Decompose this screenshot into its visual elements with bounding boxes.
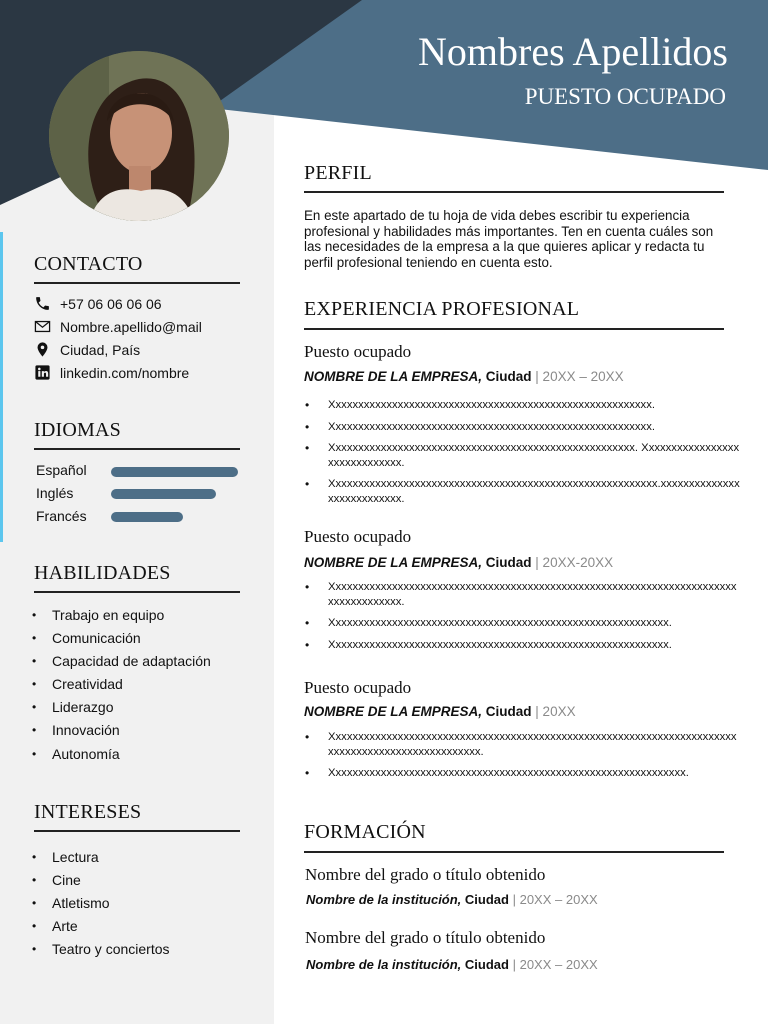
education-city: Ciudad (464, 892, 509, 907)
language-english-bar (111, 489, 216, 499)
job-title: Puesto ocupado (304, 678, 412, 697)
job-title: Puesto ocupado (304, 527, 412, 546)
list-item: • Comunicación (32, 627, 211, 650)
list-item: • Innovación (32, 719, 211, 742)
skills-title: HABILIDADES (34, 562, 171, 584)
languages-title: IDIOMAS (34, 419, 121, 441)
experience-rule (304, 328, 724, 330)
contact-email (34, 318, 202, 335)
education-institution: Nombre de la institución, (306, 957, 462, 972)
job-bullets (304, 730, 740, 781)
list-item: • Xxxxxxxxxxxxxxxxxxxxxxxxxxxxxxxxxxxxxxxxxxxxxxxxxxxxxxxxxxxxxxxxxxxxxxxxxxxxxxxxxxxxxxxxxxxxxxxxxxx. (304, 730, 740, 759)
job-title: Puesto ocupado (304, 342, 412, 361)
candidate-role: PUESTO OCUPADO (524, 84, 726, 109)
list-item: • Autonomía (32, 743, 211, 766)
location-pin-icon (34, 341, 51, 358)
list-item: • Xxxxxxxxxxxxxxxxxxxxxxxxxxxxxxxxxxxxxxxxxxxxxxxxxxxxxxxxxxxx. (304, 638, 740, 653)
language-french: Francés (36, 508, 87, 524)
list-item: • Creatividad (32, 673, 211, 696)
education-degree: Nombre del grado o título obtenido (305, 928, 546, 947)
education-years: | 20XX – 20XX (512, 957, 598, 972)
education-years: | 20XX – 20XX (512, 892, 598, 907)
contact-email-text: Nombre.apellido@mail (60, 318, 202, 335)
profile-title: PERFIL (304, 162, 372, 184)
contact-location (34, 341, 140, 358)
contact-rule (34, 282, 240, 284)
contact-location-text: Ciudad, País (60, 341, 141, 358)
phone-icon (34, 295, 51, 312)
profile-rule (304, 191, 724, 193)
job-company-line (304, 555, 613, 570)
education-city: Ciudad (464, 957, 509, 972)
list-item: • Atletismo (32, 892, 170, 915)
education-institution: Nombre de la institución, (306, 892, 462, 907)
job-years: | 20XX – 20XX (535, 369, 624, 384)
list-item: • Xxxxxxxxxxxxxxxxxxxxxxxxxxxxxxxxxxxxxxxxxxxxxxxxxxxxxx. Xxxxxxxxxxxxxxxxxxxxxxxxxxxxxx. (304, 441, 740, 470)
interests-title: INTERESES (34, 801, 142, 823)
profile-text: En este apartado de tu hoja de vida debes escribir tu experiencia profesional y habilidades más importantes. Ten en cuenta cuáles son las necesidades de la empresa a la que quieres aplicar y redacta tu perfil profesional teniendo en cuenta esto. (304, 208, 714, 270)
contact-linkedin (34, 364, 189, 381)
list-item: • Xxxxxxxxxxxxxxxxxxxxxxxxxxxxxxxxxxxxxxxxxxxxxxxxxxxxxxxxx. (304, 420, 740, 435)
job-company-line (304, 704, 576, 719)
job-city: Ciudad (485, 555, 532, 570)
skills-rule (34, 591, 240, 593)
profile-photo (49, 51, 229, 221)
sidebar-accent-line (0, 232, 3, 542)
contact-title: CONTACTO (34, 253, 143, 275)
job-city: Ciudad (485, 704, 532, 719)
job-bullets (304, 398, 740, 506)
education-title: FORMACIÓN (304, 821, 426, 843)
job-company-line (304, 369, 624, 384)
contact-phone (34, 295, 162, 312)
job-years: | 20XX-20XX (535, 555, 614, 570)
language-spanish: Español (36, 462, 87, 478)
language-french-bar (111, 512, 183, 522)
job-company: NOMBRE DE LA EMPRESA, (304, 369, 483, 384)
language-english: Inglés (36, 485, 74, 501)
job-company: NOMBRE DE LA EMPRESA, (304, 555, 483, 570)
list-item: • Liderazgo (32, 696, 211, 719)
experience-title: EXPERIENCIA PROFESIONAL (304, 298, 580, 320)
contact-phone-text: +57 06 06 06 06 (60, 295, 162, 312)
skills-list (32, 604, 211, 766)
interests-list (32, 846, 170, 961)
education-rule (304, 851, 724, 853)
list-item: • Cine (32, 869, 170, 892)
list-item: • Xxxxxxxxxxxxxxxxxxxxxxxxxxxxxxxxxxxxxxxxxxxxxxxxxxxxxxxxxxxx. (304, 616, 740, 631)
list-item: • Xxxxxxxxxxxxxxxxxxxxxxxxxxxxxxxxxxxxxxxxxxxxxxxxxxxxxxxxxxxxxxx. (304, 766, 740, 781)
list-item: • Xxxxxxxxxxxxxxxxxxxxxxxxxxxxxxxxxxxxxxxxxxxxxxxxxxxxxxxxxxxxxxxxxxxxxxxxxxxxxxxxxxxxx. (304, 580, 740, 609)
languages-rule (34, 448, 240, 450)
education-institution-line (306, 957, 598, 972)
job-years: | 20XX (535, 704, 576, 719)
contact-linkedin-text: linkedin.com/nombre (60, 364, 190, 381)
mail-icon (34, 318, 51, 335)
education-institution-line (306, 892, 598, 907)
language-spanish-bar (111, 467, 238, 477)
job-city: Ciudad (485, 369, 532, 384)
job-bullets (304, 580, 740, 652)
list-item: • Xxxxxxxxxxxxxxxxxxxxxxxxxxxxxxxxxxxxxxxxxxxxxxxxxxxxxxxxx. (304, 398, 740, 413)
interests-rule (34, 830, 240, 832)
job-company: NOMBRE DE LA EMPRESA, (304, 704, 483, 719)
candidate-name: Nombres Apellidos (418, 29, 728, 74)
list-item: • Xxxxxxxxxxxxxxxxxxxxxxxxxxxxxxxxxxxxxxxxxxxxxxxxxxxxxxxxxx.xxxxxxxxxxxxxxxxxxxxxxxxxxx. (304, 477, 740, 506)
list-item: • Capacidad de adaptación (32, 650, 211, 673)
list-item: • Trabajo en equipo (32, 604, 211, 627)
list-item: • Arte (32, 915, 170, 938)
list-item: • Teatro y conciertos (32, 938, 170, 961)
education-degree: Nombre del grado o título obtenido (305, 865, 546, 884)
list-item: • Lectura (32, 846, 170, 869)
linkedin-icon (34, 364, 51, 381)
